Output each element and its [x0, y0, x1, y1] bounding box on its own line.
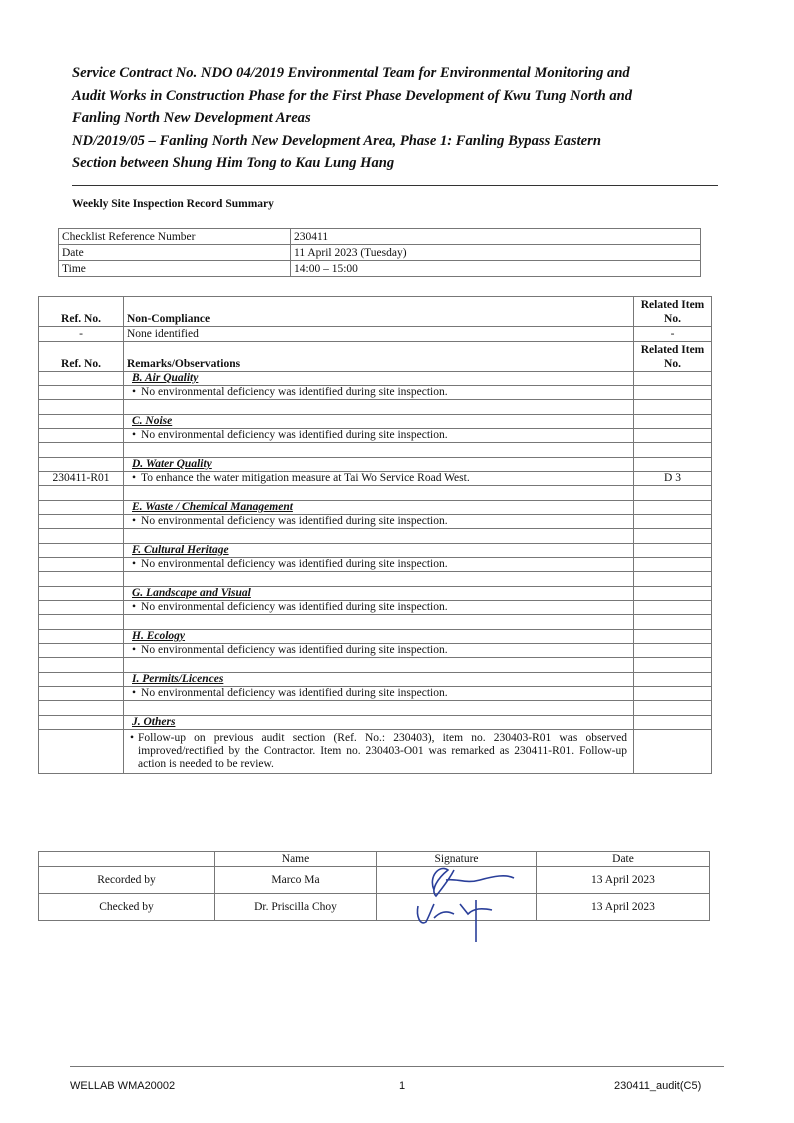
title-line: Section between Shung Him Tong to Kau Lung Hang [72, 155, 395, 171]
remarks-sections [39, 372, 712, 716]
signoff-header-signature: Signature [377, 852, 537, 867]
signoff-role: Checked by [39, 894, 215, 921]
others-text-cell: • Follow-up on previous audit section (Ref. No.: 230403), item no. 230403-R01 was observed improved/rectified by the Contractor. Item no. 230403-O01 was remarked as 230411-R01. Follow-up action is needed to be review. [124, 730, 634, 774]
table-row [39, 515, 712, 529]
section-title: H. Ecology [124, 630, 634, 644]
section-subtitle: Weekly Site Inspection Record Summary [72, 198, 274, 210]
document-title [72, 62, 712, 175]
table-row [39, 558, 712, 572]
related-cell [634, 515, 712, 529]
table-row [39, 673, 712, 687]
handwritten-signature [410, 856, 530, 946]
spacer-row [39, 572, 712, 587]
table-row [39, 716, 712, 730]
spacer-row [39, 443, 712, 458]
inspection-table [38, 296, 712, 774]
title-line: Fanling North New Development Areas [72, 110, 311, 126]
section-title: B. Air Quality [124, 372, 634, 386]
related-cell [634, 386, 712, 400]
column-header-related: Related Item No. [634, 342, 712, 372]
ref-cell [39, 687, 124, 701]
ref-cell [39, 429, 124, 443]
text-cell: • No environmental deficiency was identified during site inspection. [124, 429, 634, 443]
text-cell: • No environmental deficiency was identified during site inspection. [124, 515, 634, 529]
table-row [39, 458, 712, 472]
ref-cell: 230411-R01 [39, 472, 124, 486]
header-divider [72, 185, 718, 186]
table-row [39, 386, 712, 400]
table-row [39, 644, 712, 658]
title-line: Audit Works in Construction Phase for the First Phase Development of Kwu Tung North and [72, 87, 633, 104]
spacer-row [39, 486, 712, 501]
text-cell: • No environmental deficiency was identified during site inspection. [124, 386, 634, 400]
text-cell: • No environmental deficiency was identified during site inspection. [124, 601, 634, 615]
table-row [39, 327, 712, 342]
text-cell: • No environmental deficiency was identified during site inspection. [124, 687, 634, 701]
related-cell: - [634, 327, 712, 342]
footer-divider [70, 1066, 724, 1067]
signoff-header-name: Name [215, 852, 377, 867]
info-label: Checklist Reference Number [59, 229, 291, 245]
spacer-row [39, 701, 712, 716]
section-title: D. Water Quality [124, 458, 634, 472]
section-title: G. Landscape and Visual [124, 587, 634, 601]
table-row [39, 587, 712, 601]
signoff-header-date: Date [537, 852, 710, 867]
table-row [39, 687, 712, 701]
column-header-ref: Ref. No. [39, 342, 124, 372]
page-number: 1 [399, 1080, 406, 1092]
signoff-role: Recorded by [39, 867, 215, 894]
text-cell: None identified [124, 327, 634, 342]
info-row [59, 261, 701, 277]
section-title: J. Others [124, 716, 634, 730]
section-title: I. Permits/Licences [124, 673, 634, 687]
ref-cell [39, 386, 124, 400]
related-cell [634, 601, 712, 615]
signoff-header-row [39, 852, 710, 867]
table-header-row [39, 342, 712, 372]
spacer-row [39, 658, 712, 673]
spacer-row [39, 400, 712, 415]
column-header-remarks: Remarks/Observations [124, 342, 634, 372]
signoff-row [39, 894, 710, 921]
ref-cell [39, 558, 124, 572]
section-title: F. Cultural Heritage [124, 544, 634, 558]
others-text: Follow-up on previous audit section (Ref. No.: 230403), item no. 230403-R01 was observed improved/rectified by the Contractor. Item no. 230403-O01 was remarked as 230411-R01. Follow-up action is needed to be review. [138, 732, 627, 770]
table-row [39, 630, 712, 644]
section-title: E. Waste / Chemical Management [124, 501, 634, 515]
table-row [39, 730, 712, 774]
section-title: C. Noise [124, 415, 634, 429]
table-row [39, 601, 712, 615]
info-value: 230411 [291, 229, 701, 245]
column-header-ref: Ref. No. [39, 297, 124, 327]
table-row [39, 501, 712, 515]
text-cell: • No environmental deficiency was identified during site inspection. [124, 558, 634, 572]
signoff-date: 13 April 2023 [537, 867, 710, 894]
signoff-name: Marco Ma [215, 867, 377, 894]
column-header-noncompliance: Non-Compliance [124, 297, 634, 327]
ref-cell: - [39, 327, 124, 342]
info-value: 14:00 – 15:00 [291, 261, 701, 277]
table-header-row [39, 297, 712, 327]
table-row [39, 429, 712, 443]
spacer-row [39, 615, 712, 630]
table-row [39, 415, 712, 429]
signoff-row [39, 867, 710, 894]
info-row [59, 229, 701, 245]
title-line: Service Contract No. NDO 04/2019 Environmental Team for Environmental Monitoring and [72, 65, 630, 81]
info-label: Date [59, 245, 291, 261]
ref-cell [39, 601, 124, 615]
related-cell [634, 644, 712, 658]
signoff-name: Dr. Priscilla Choy [215, 894, 377, 921]
title-line: ND/2019/05 – Fanling North New Development Area, Phase 1: Fanling Bypass Eastern [72, 132, 601, 149]
table-row [39, 544, 712, 558]
related-cell [634, 429, 712, 443]
ref-cell [39, 644, 124, 658]
spacer-row [39, 529, 712, 544]
text-cell: • To enhance the water mitigation measure at Tai Wo Service Road West. [124, 472, 634, 486]
info-value: 11 April 2023 (Tuesday) [291, 245, 701, 261]
related-cell [634, 558, 712, 572]
footer-left: WELLAB WMA20002 [70, 1080, 176, 1092]
table-row [39, 472, 712, 486]
ref-cell [39, 515, 124, 529]
signoff-table [38, 851, 710, 921]
info-label: Time [59, 261, 291, 277]
related-cell [634, 687, 712, 701]
text-cell: • No environmental deficiency was identified during site inspection. [124, 644, 634, 658]
inspection-info-table [58, 228, 701, 277]
column-header-related: Related Item No. [634, 297, 712, 327]
signoff-date: 13 April 2023 [537, 894, 710, 921]
info-row [59, 245, 701, 261]
related-cell: D 3 [634, 472, 712, 486]
table-row [39, 372, 712, 386]
footer-right: 230411_audit(C5) [614, 1080, 702, 1092]
